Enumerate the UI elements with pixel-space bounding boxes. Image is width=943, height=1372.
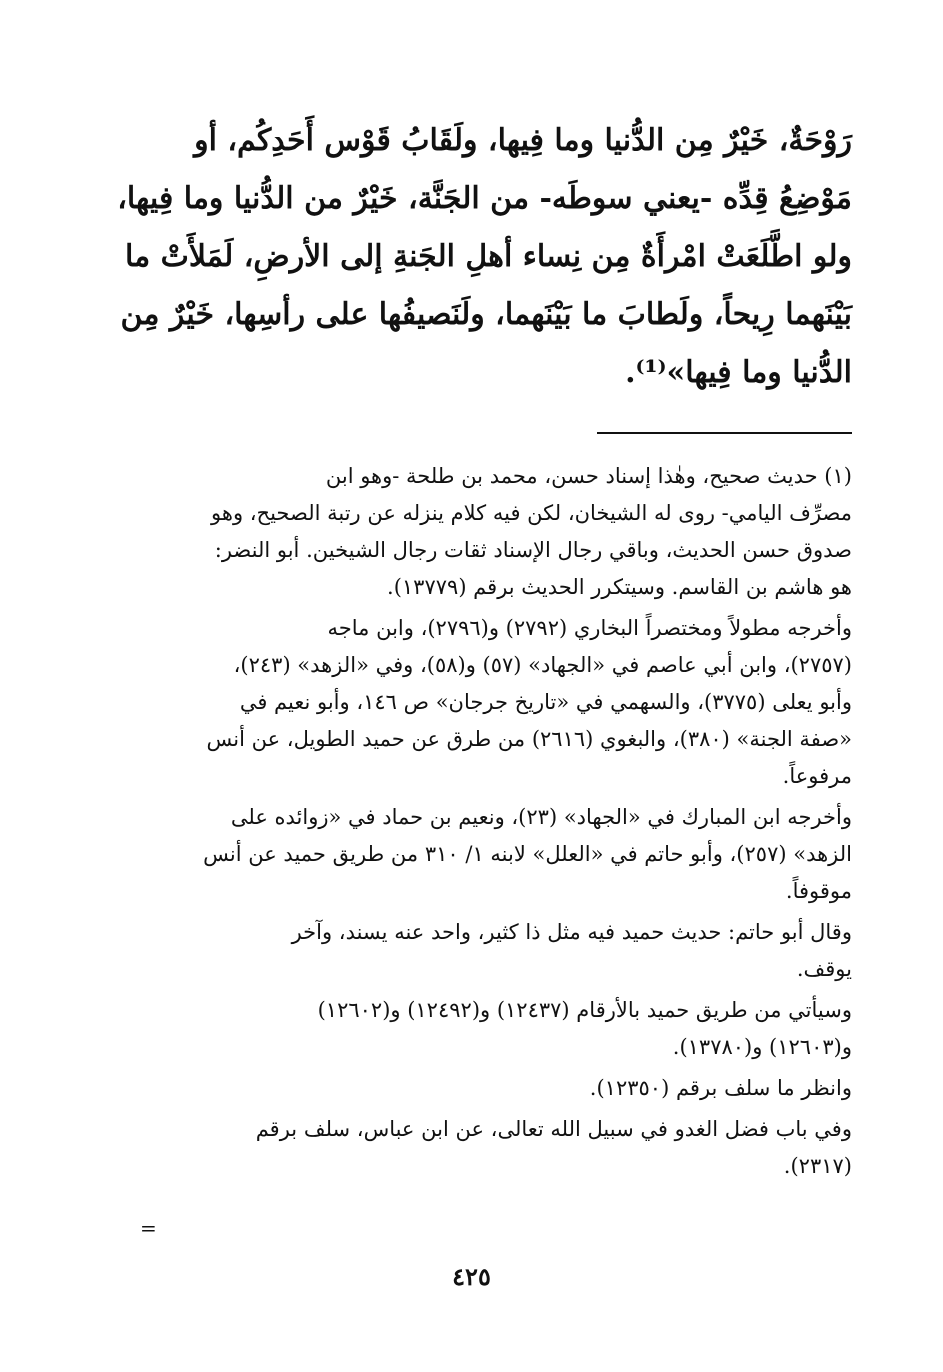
footnote-paragraph: [140, 610, 852, 795]
main-text-line: بَيْنَهما رِيحاً، ولَطابَ ما بَيْنَهما، ولَنَصيفُها على رأسِها، خَيْرٌ مِن: [120, 297, 852, 332]
footnote-paragraph: [140, 799, 852, 910]
footnote-line: «صفة الجنة» (٣٨٠)، والبغوي (٢٦١٦) من طرق عن حميد الطويل، عن أنس: [206, 727, 852, 751]
footnote-line: الزهد» (٢٥٧)، وأبو حاتم في «العلل» لابنه ١/ ٣١٠ من طريق حميد عن أنس: [203, 842, 852, 866]
footnote-line: وأخرجه مطولاً ومختصراً البخاري (٢٧٩٢) و(٢٧٩٦)، وابن ماجه: [327, 616, 852, 640]
footnote-line: وأبو يعلى (٣٧٧٥)، والسهمي في «تاريخ جرجان» ص ١٤٦، وأبو نعيم في: [239, 690, 852, 714]
footnote-line: (٢٣١٧).: [783, 1154, 852, 1178]
footnote-line: (٢٧٥٧)، وابن أبي عاصم في «الجهاد» (٥٧) و(٥٨)، وفي «الزهد» (٢٤٣)،: [233, 653, 852, 677]
footnote-line: وأخرجه ابن المبارك في «الجهاد» (٢٣)، ونعيم بن حماد في «زوائده على: [230, 805, 852, 829]
footnote-line: وفي باب فضل الغدو في سبيل الله تعالى، عن ابن عباس، سلف برقم: [255, 1117, 852, 1141]
footnote-line: يوقف.: [796, 957, 852, 981]
footnote-paragraph: [140, 914, 852, 988]
footnote-line: هو هاشم بن القاسم. وسيتكرر الحديث برقم (١٣٧٧٩).: [387, 575, 852, 599]
footnote-line: وسيأتي من طريق حميد بالأرقام (١٢٤٣٧) و(١٢٤٩٢) و(١٢٦٠٢): [317, 998, 852, 1022]
main-text-line: ولو اطَّلَعَتْ امْرأَةٌ مِن نِساء أهلِ الجَنةِ إلى الأرضِ، لَمَلأَتْ ما: [125, 239, 852, 274]
main-text-line: رَوْحَةٌ، خَيْرٌ مِن الدُّنيا وما فِيها، ولَقَابُ قَوْس أَحَدِكُم، أو: [194, 123, 852, 158]
footnote-paragraph: [140, 992, 852, 1066]
footnote-line: و(١٢٦٠٣) و(١٣٧٨٠).: [672, 1035, 852, 1059]
footnotes-block: [140, 458, 852, 1189]
footnote-paragraph: [140, 1070, 852, 1107]
main-text-line: الدُّنيا وما فِيها»⁽¹⁾.: [625, 355, 852, 390]
footnote-line: مرفوعاً.: [782, 764, 852, 788]
footnote-divider: [597, 432, 852, 434]
footnote-paragraph: [140, 458, 852, 606]
main-text-block: [117, 112, 852, 402]
footnote-line: وانظر ما سلف برقم (١٢٣٥٠).: [589, 1076, 852, 1100]
footnote-line: موقوفاً.: [785, 879, 852, 903]
footnote-line: صدوق حسن الحديث، وباقي رجال الإسناد ثقات رجال الشيخين. أبو النضر:: [214, 538, 852, 562]
footnote-line: (١) حديث صحيح، وهٰذا إسناد حسن، محمد بن طلحة -وهو ابن: [325, 464, 852, 488]
main-text-line: مَوْضِعُ قِدِّه -يعني سوطَه- من الجَنَّة، خَيْرٌ من الدُّنيا وما فِيها،: [117, 181, 852, 216]
footnote-line: وقال أبو حاتم: حديث حميد فيه مثل ذا كثير، واحد عنه يسند، وآخر: [291, 920, 852, 944]
footnote-paragraph: [140, 1111, 852, 1185]
page-number: ٤٢٥: [452, 1262, 491, 1291]
footnote-continuation-mark: =: [140, 1216, 157, 1240]
footnote-line: مصرِّف اليامي- روى له الشيخان، لكن فيه كلام ينزله عن رتبة الصحيح، وهو: [211, 501, 852, 525]
